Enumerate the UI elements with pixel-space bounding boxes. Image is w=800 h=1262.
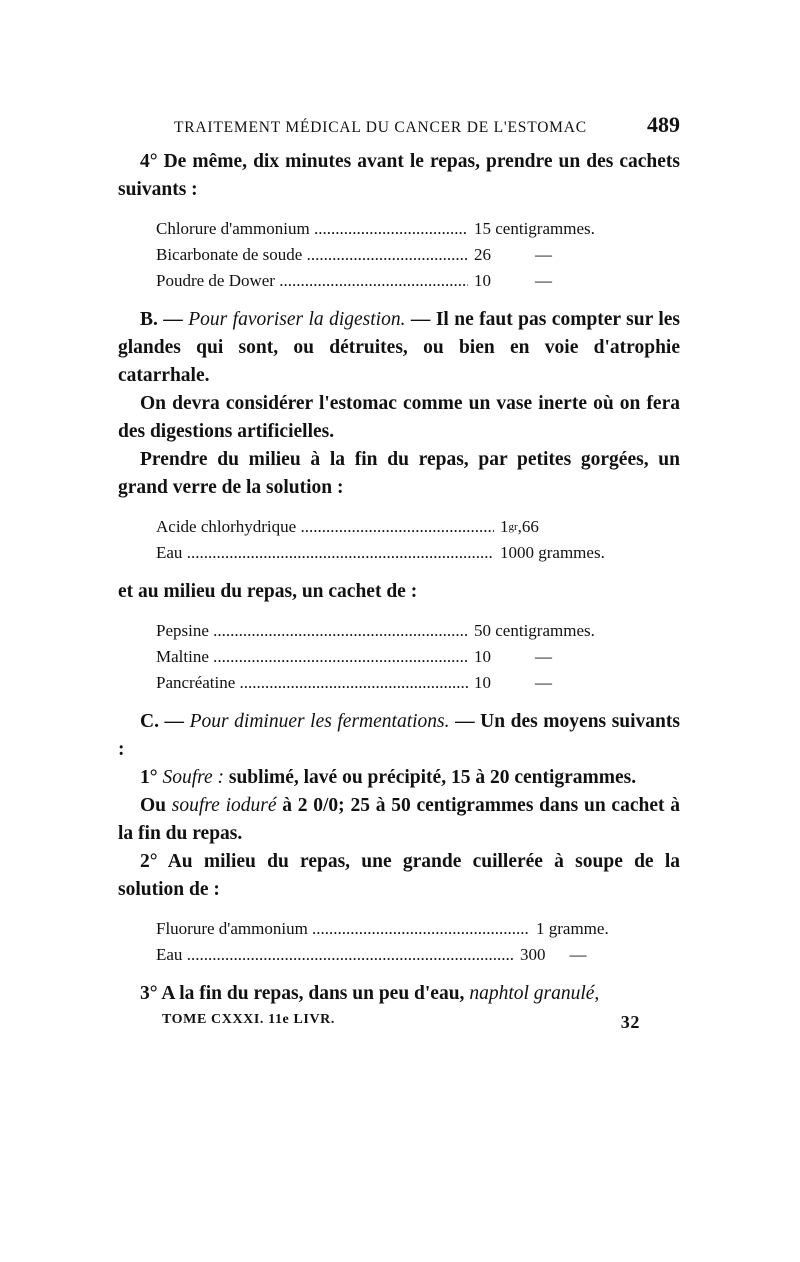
- section-c-paragraph: [118, 708, 680, 764]
- section-c-lead: C. —: [140, 711, 190, 732]
- running-title: TRAITEMENT MÉDICAL DU CANCER DE L'ESTOMAC: [174, 119, 587, 136]
- paragraph-8: [118, 980, 680, 1008]
- paragraph-2: On devra considérer l'estomac comme un vase inerte où on fera des digestions artificielles.: [118, 393, 680, 442]
- item-3-italic: naphtol granulé,: [469, 983, 600, 1004]
- ingredient-name: Fluorure d'ammonium .....: [156, 916, 530, 942]
- ingredient-name: Pancréatine .....: [156, 670, 468, 696]
- ingredient-name: Eau .....: [156, 540, 494, 566]
- recipe-digestive-cachet: [156, 618, 680, 696]
- recipe-row: [156, 916, 680, 942]
- page-number: 489: [647, 112, 680, 137]
- ingredient-dose: 1 gramme.: [536, 919, 609, 938]
- dose-superscript: gr: [508, 521, 518, 533]
- item-1b-lead: Ou: [140, 795, 172, 816]
- recipe-row: [156, 670, 680, 696]
- paragraph-4: et au milieu du repas, un cachet de :: [118, 581, 418, 602]
- section-b-paragraph: [118, 306, 680, 390]
- ingredient-dose: [494, 514, 539, 540]
- recipe-row: [156, 514, 680, 540]
- ingredient-dose: 10: [474, 647, 491, 666]
- recipe-row: [156, 242, 680, 268]
- section-c-title: Pour diminuer les fermentations.: [189, 711, 450, 732]
- item-1b-italic: soufre ioduré: [171, 795, 277, 816]
- paragraph-5: [118, 764, 680, 792]
- recipe-row: [156, 618, 680, 644]
- paragraph-7: 2° Au milieu du repas, une grande cuillerée à soupe de la solution de :: [118, 851, 680, 900]
- item-3-lead: 3° A la fin du repas, dans un peu d'eau,: [140, 983, 470, 1004]
- paragraph-1: 4° De même, dix minutes avant le repas, prendre un des cachets suivants :: [118, 151, 680, 200]
- ingredient-dose: 300: [520, 945, 546, 964]
- sheet-signature: 32: [620, 1012, 640, 1032]
- ingredient-name: Maltine .....: [156, 644, 468, 670]
- paragraph-3: Prendre du milieu à la fin du repas, par petites gorgées, un grand verre de la solution :: [118, 449, 680, 498]
- ingredient-dose: 10: [474, 673, 491, 692]
- ingredient-dose: 10: [474, 271, 491, 290]
- section-b-lead: B. —: [140, 309, 189, 330]
- ingredient-name: Poudre de Dower .....: [156, 268, 468, 294]
- ingredient-name: Acide chlorhydrique .....: [156, 514, 494, 540]
- recipe-row: [156, 942, 680, 968]
- recipe-row: [156, 268, 680, 294]
- dose-main: 1: [500, 517, 509, 536]
- ditto-dash: —: [535, 245, 552, 264]
- ingredient-name: Eau .....: [156, 942, 514, 968]
- dose-rest: ,66: [517, 517, 539, 536]
- ingredient-dose: 50 centigrammes.: [474, 621, 595, 640]
- page-footer: [118, 1012, 680, 1033]
- volume-signature: TOME CXXXI. 11e LIVR.: [162, 1012, 335, 1027]
- paragraph-6: [118, 792, 680, 848]
- ditto-dash: —: [535, 647, 552, 666]
- ditto-dash: —: [569, 945, 587, 964]
- ingredient-dose: 1000 grammes.: [500, 543, 605, 562]
- recipe-acid-solution: [156, 514, 680, 566]
- ingredient-dose: 26: [474, 245, 491, 264]
- running-head: [118, 112, 680, 148]
- item-1-lead: 1°: [140, 767, 163, 788]
- ingredient-name: Chlorure d'ammonium .....: [156, 216, 468, 242]
- ingredient-name: Bicarbonate de soude .....: [156, 242, 468, 268]
- recipe-fluoride-solution: [156, 916, 680, 968]
- item-1-italic: Soufre :: [162, 767, 224, 788]
- recipe-ammonium-cachets: [156, 216, 680, 294]
- recipe-row: [156, 216, 680, 242]
- ingredient-name: Pepsine .....: [156, 618, 468, 644]
- section-b-title: Pour favoriser la digestion.: [188, 309, 406, 330]
- book-page: [118, 112, 680, 1033]
- recipe-row: [156, 644, 680, 670]
- recipe-row: [156, 540, 680, 566]
- ditto-dash: —: [535, 673, 552, 692]
- section-c-text: — Un des moyens suivants :: [118, 711, 680, 760]
- item-1-text: sublimé, lavé ou précipité, 15 à 20 centigrammes.: [224, 767, 637, 788]
- section-b-text: — Il ne faut pas compter sur les glandes qui sont, ou détruites, ou bien en voie d'atrophie catarrhale.: [118, 309, 680, 386]
- item-1b-text: à 2 0/0; 25 à 50 centigrammes dans un cachet à la fin du repas.: [118, 795, 680, 844]
- ingredient-dose: 15 centigrammes.: [474, 219, 595, 238]
- ditto-dash: —: [535, 271, 552, 290]
